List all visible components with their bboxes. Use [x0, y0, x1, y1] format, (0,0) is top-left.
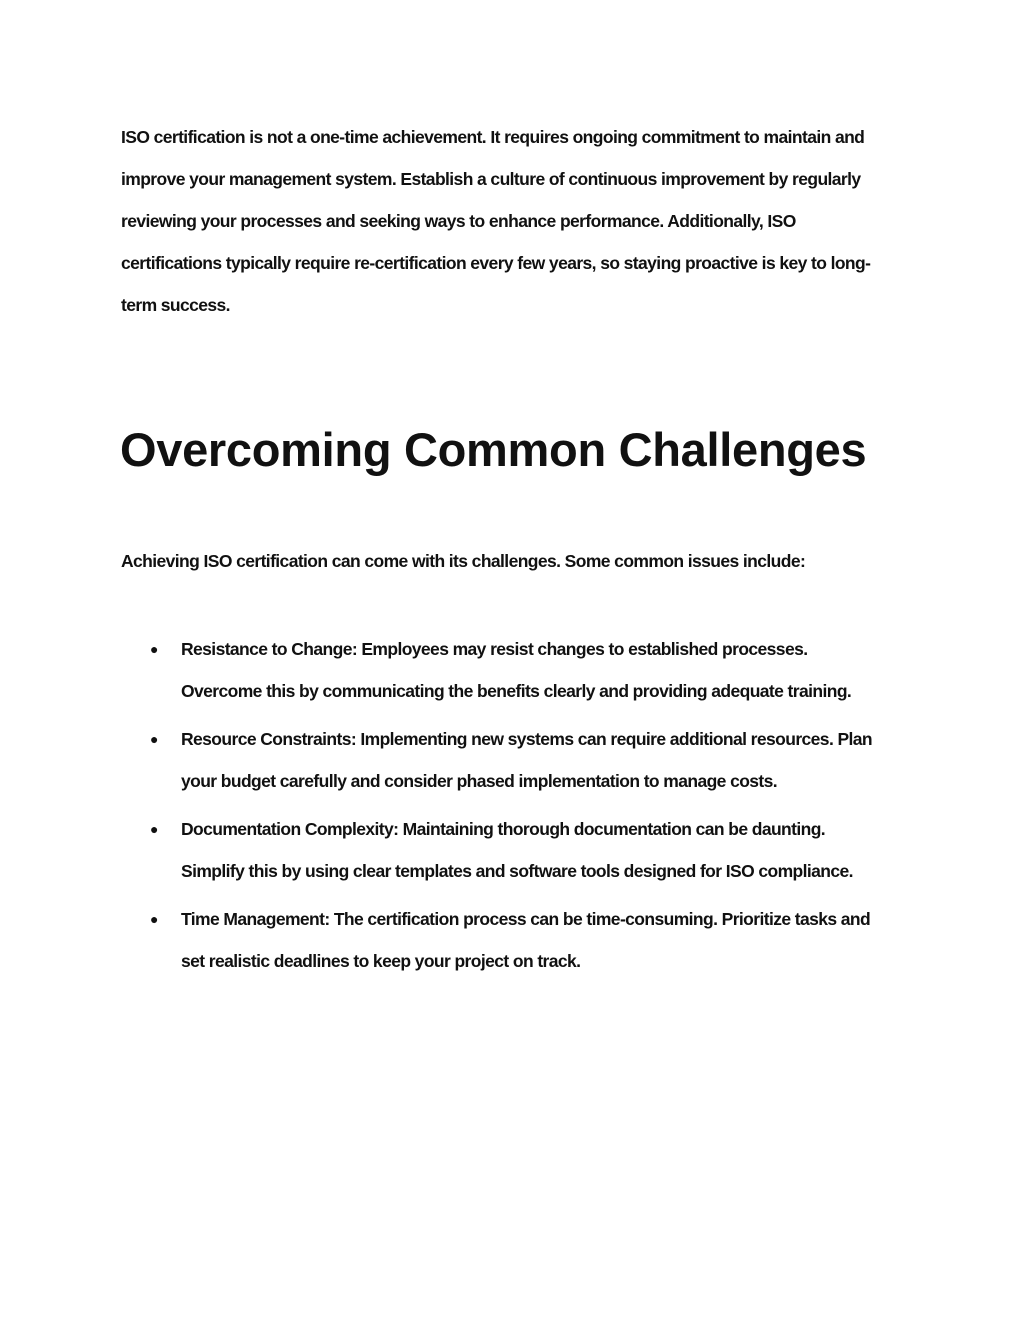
- list-item-text: Time Management: The certification process can be time-consuming. Prioritize tasks and set realistic deadlines to keep your project on track.: [181, 909, 871, 971]
- bullet-icon: ●: [150, 911, 158, 927]
- section-heading: Overcoming Common Challenges: [120, 423, 867, 476]
- list-item: [150, 718, 885, 802]
- list-item-text: Documentation Complexity: Maintaining thorough documentation can be daunting. Simplify this by using clear templates and software tools designed for ISO compliance.: [181, 819, 853, 881]
- list-item-text: Resistance to Change: Employees may resist changes to established processes. Overcome this by communicating the benefits clearly and providing adequate training.: [181, 639, 852, 701]
- list-item: [150, 628, 885, 712]
- bullet-icon: ●: [150, 731, 158, 747]
- section-lead-paragraph: Achieving ISO certification can come with its challenges. Some common issues include:: [121, 551, 806, 571]
- intro-paragraph: ISO certification is not a one-time achievement. It requires ongoing commitment to maintain and improve your management system. Establish a culture of continuous improvement by regularly reviewing your processes and seeking ways to enhance performance. Additionally, ISO certifications typically require re-certification every few years, so staying proactive is key to long-term success.: [121, 127, 871, 315]
- list-item: [150, 898, 885, 982]
- challenges-list: [150, 628, 885, 982]
- bullet-icon: ●: [150, 821, 158, 837]
- bullet-icon: ●: [150, 641, 158, 657]
- list-item-text: Resource Constraints: Implementing new systems can require additional resources. Plan your budget carefully and consider phased implementation to manage costs.: [181, 729, 873, 791]
- list-item: [150, 808, 885, 892]
